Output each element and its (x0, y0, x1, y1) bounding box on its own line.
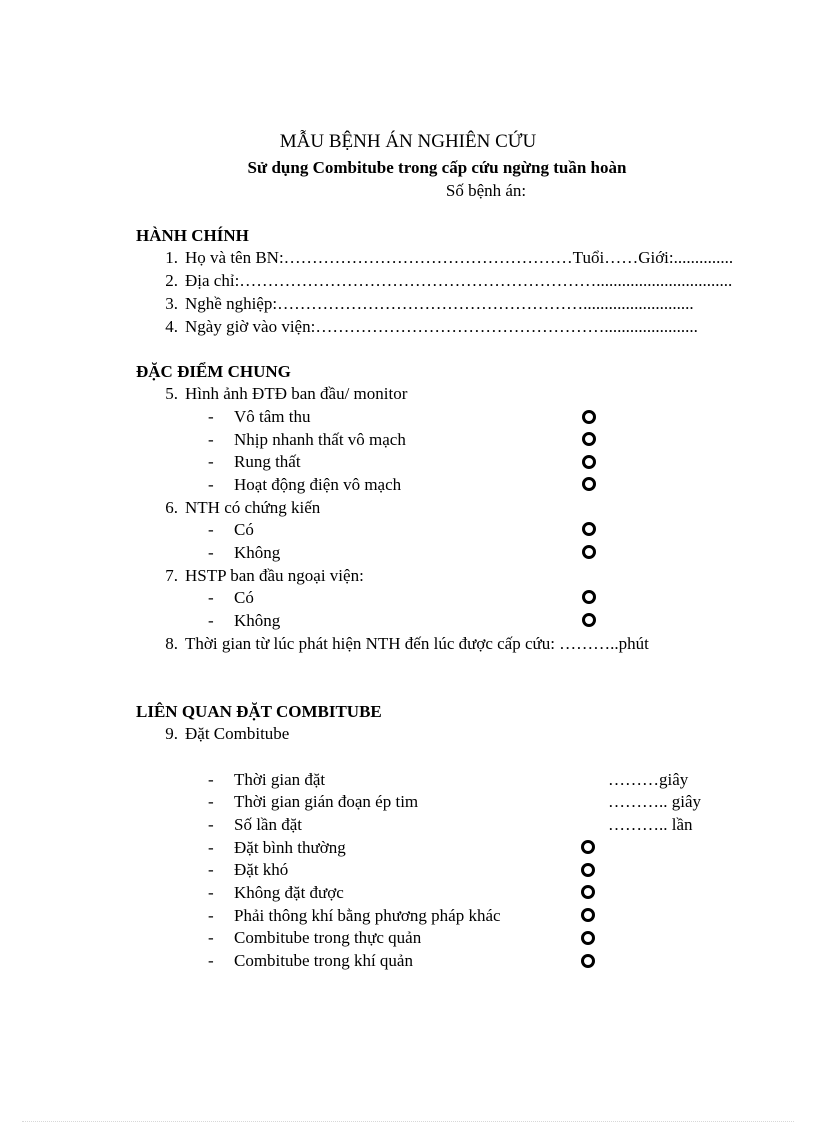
bullet-dash: - (208, 588, 214, 607)
option-label: Đặt khó (234, 860, 289, 879)
bullet-dash: - (208, 951, 214, 970)
form-title: MẪU BỆNH ÁN NGHIÊN CỨU (279, 131, 537, 152)
radio-button[interactable] (582, 455, 596, 469)
bullet-dash: - (208, 883, 214, 902)
radio-button[interactable] (582, 522, 596, 536)
option-label: Vô tâm thu (234, 407, 311, 426)
item-number: 3. (165, 294, 178, 313)
bullet-dash: - (208, 906, 214, 925)
item-number: 6. (165, 498, 178, 517)
bullet-dash: - (208, 543, 214, 562)
insertion-time-field[interactable]: ………giây (608, 770, 689, 789)
section-heading-general: ĐẶC ĐIỂM CHUNG (136, 362, 291, 381)
bullet-dash: - (208, 520, 214, 539)
attempt-count-field[interactable]: ……….. lần (608, 815, 693, 834)
compression-pause-field[interactable]: ……….. giây (608, 792, 702, 811)
bullet-dash: - (208, 475, 214, 494)
record-number-label: Số bệnh án: (445, 181, 527, 200)
measure-label: Thời gian đặt (234, 770, 326, 789)
option-label: Rung thất (234, 452, 301, 471)
option-label: Hoạt động điện vô mạch (234, 475, 402, 494)
bullet-dash: - (208, 860, 214, 879)
option-label: Không (234, 611, 281, 630)
radio-button[interactable] (581, 863, 595, 877)
section-heading-admin: HÀNH CHÍNH (136, 226, 249, 245)
admission-datetime-field[interactable]: Ngày giờ vào viện:……………………………………………...................... (185, 317, 698, 336)
bullet-dash: - (208, 452, 214, 471)
question-witnessed: NTH có chứng kiến (185, 498, 321, 517)
option-label: Combitube trong thực quản (234, 928, 422, 947)
bullet-dash: - (208, 611, 214, 630)
option-label: Có (234, 520, 254, 539)
item-number: 2. (165, 271, 178, 290)
time-to-resuscitation-field[interactable]: Thời gian từ lúc phát hiện NTH đến lúc được cấp cứu: ………..phút (185, 634, 649, 653)
radio-button[interactable] (582, 545, 596, 559)
radio-button[interactable] (582, 432, 596, 446)
option-label: Có (234, 588, 254, 607)
radio-button[interactable] (581, 908, 595, 922)
patient-name-field[interactable]: Họ và tên BN:……………………………………………Tuổi……Giới:.............. (185, 248, 734, 267)
option-label: Đặt bình thường (234, 838, 346, 857)
option-label: Không (234, 543, 281, 562)
radio-button[interactable] (581, 840, 595, 854)
radio-button[interactable] (582, 613, 596, 627)
measure-label: Thời gian gián đoạn ép tim (234, 792, 419, 811)
option-label: Combitube trong khí quản (234, 951, 413, 970)
question-combitube: Đặt Combitube (185, 724, 290, 743)
occupation-field[interactable]: Nghề nghiệp:……………………………………………….......................... (185, 294, 694, 313)
item-number: 1. (165, 248, 178, 267)
bullet-dash: - (208, 815, 214, 834)
item-number: 7. (165, 566, 178, 585)
item-number: 5. (165, 384, 178, 403)
section-heading-combitube: LIÊN QUAN ĐẶT COMBITUBE (136, 702, 382, 721)
bullet-dash: - (208, 770, 214, 789)
question-bystander-cpr: HSTP ban đầu ngoại viện: (185, 566, 364, 585)
option-label: Phải thông khí bằng phương pháp khác (234, 906, 501, 925)
radio-button[interactable] (582, 590, 596, 604)
bullet-dash: - (208, 928, 214, 947)
bullet-dash: - (208, 838, 214, 857)
radio-button[interactable] (581, 954, 595, 968)
option-label: Không đặt được (234, 883, 344, 902)
bullet-dash: - (208, 430, 214, 449)
radio-button[interactable] (582, 410, 596, 424)
question-ecg: Hình ảnh ĐTĐ ban đầu/ monitor (185, 384, 408, 403)
radio-button[interactable] (581, 885, 595, 899)
address-field[interactable]: Địa chỉ:………………………………………………………................................ (185, 271, 733, 290)
item-number: 9. (165, 724, 178, 743)
item-number: 8. (165, 634, 178, 653)
form-subtitle: Sử dụng Combitube trong cấp cứu ngừng tuần hoàn (247, 158, 627, 177)
measure-label: Số lần đặt (234, 815, 302, 834)
page-bottom-rule (22, 1121, 794, 1122)
option-label: Nhịp nhanh thất vô mạch (234, 430, 406, 449)
bullet-dash: - (208, 407, 214, 426)
item-number: 4. (165, 317, 178, 336)
radio-button[interactable] (581, 931, 595, 945)
bullet-dash: - (208, 792, 214, 811)
radio-button[interactable] (582, 477, 596, 491)
